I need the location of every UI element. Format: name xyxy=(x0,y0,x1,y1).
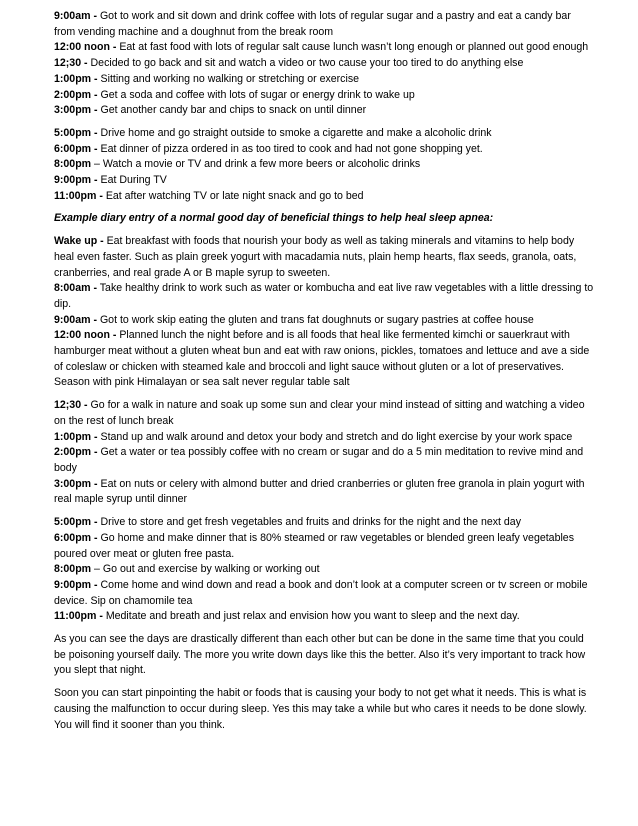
diary-entry xyxy=(54,398,594,429)
entry-time: 9:00pm - xyxy=(54,578,98,591)
entry-time: 12;30 - xyxy=(54,57,88,70)
entry-time: 1:00pm - xyxy=(54,430,98,443)
spacer xyxy=(54,625,594,632)
diary-entry xyxy=(54,142,594,158)
diary-entry xyxy=(54,281,594,312)
entry-time: 9:00pm - xyxy=(54,174,98,187)
entry-text: Get a soda and coffee with lots of sugar or energy drink to wake up xyxy=(97,88,415,101)
diary-entry xyxy=(54,126,594,142)
good-day-morning-section xyxy=(54,234,594,391)
entry-text: Eat During TV xyxy=(97,174,167,187)
document-page xyxy=(54,9,594,733)
diary-entry xyxy=(54,9,594,40)
entry-text: Got to work and sit down and drink coffee with lots of regular sugar and a pastry and eat a candy bar from vending machine and a doughnut from the break room xyxy=(54,10,571,38)
entry-time: 6:00pm - xyxy=(54,142,98,155)
entry-time: 9:00am - xyxy=(54,10,97,22)
diary-entry xyxy=(54,189,594,205)
diary-entry xyxy=(54,173,594,189)
bad-day-morning-section xyxy=(54,9,594,119)
entry-time: 6:00pm - xyxy=(54,531,98,544)
entry-time: 5:00pm - xyxy=(54,126,98,139)
entry-time: 8:00pm xyxy=(54,158,92,171)
entry-text: Meditate and breath and just relax and envision how you want to sleep and the next day. xyxy=(102,610,520,623)
entry-text: Planned lunch the night before and is all foods that heal like fermented kimchi or sauerkraut with hamburger meat without a gluten wheat bun and eat with raw onions, pickles, tomatoes and lettuce and ave a side of coleslaw or chicken with steamed kale and broccoli and light sauce without gluten or a lot of preservatives. Season with pink Himalayan or sea salt never regular table salt xyxy=(54,329,590,389)
diary-entry xyxy=(54,328,594,391)
good-day-afternoon-section xyxy=(54,398,594,508)
entry-time: Wake up - xyxy=(54,235,104,248)
entry-time: 8:00pm xyxy=(54,563,92,576)
entry-time: 5:00pm - xyxy=(54,516,98,529)
entry-time: 3:00pm - xyxy=(54,104,98,117)
entry-text: Eat on nuts or celery with almond butter and dried cranberries or gluten free granola in plain yogurt with real maple syrup until dinner xyxy=(54,477,585,506)
entry-text: – Watch a movie or TV and drink a few more beers or alcoholic drinks xyxy=(91,158,421,171)
diary-entry xyxy=(54,88,594,104)
entry-time: 12:00 noon - xyxy=(54,41,117,54)
entry-time: 11:00pm - xyxy=(54,189,103,202)
entry-text: Decided to go back and sit and watch a video or two cause your too tired to do anything else xyxy=(87,57,524,70)
entry-time: 2:00pm - xyxy=(54,446,98,459)
entry-time: 12;30 - xyxy=(54,399,88,412)
entry-text: Stand up and walk around and detox your body and stretch and do light exercise by your work space xyxy=(97,430,573,443)
diary-entry xyxy=(54,72,594,88)
entry-text: Got to work skip eating the gluten and trans fat doughnuts or sugary pastries at coffee house xyxy=(97,313,534,326)
diary-entry xyxy=(54,609,594,625)
diary-entry xyxy=(54,562,594,578)
entry-text: Get a water or tea possibly coffee with no cream or sugar and do a 5 min meditation to revive mind and body xyxy=(54,446,584,474)
entry-text: Go for a walk in nature and soak up some sun and clear your mind instead of sitting and watching a video on the rest of lunch break xyxy=(54,399,585,427)
diary-entry xyxy=(54,103,594,119)
diary-entry xyxy=(54,578,594,609)
diary-entry xyxy=(54,40,594,56)
entry-time: 9:00am - xyxy=(54,313,97,326)
entry-text: Go home and make dinner that is 80% steamed or raw vegetables or blended green leafy vegetables poured over meat or gluten free pasta. xyxy=(54,531,574,560)
diary-entry xyxy=(54,430,594,446)
diary-entry xyxy=(54,56,594,72)
diary-entry xyxy=(54,515,594,531)
good-day-heading: Example diary entry of a normal good day of beneficial things to help heal sleep apnea: xyxy=(54,212,494,225)
entry-time: 12:00 noon - xyxy=(54,329,117,342)
entry-time: 3:00pm - xyxy=(54,477,98,490)
entry-text: Eat at fast food with lots of regular salt cause lunch wasn’t long enough or planned out good enough xyxy=(116,41,589,54)
entry-text: Drive to store and get fresh vegetables and fruits and drinks for the night and the next day xyxy=(97,516,521,529)
entry-time: 2:00pm - xyxy=(54,88,98,101)
diary-entry xyxy=(54,445,594,476)
diary-entry xyxy=(54,477,594,508)
spacer xyxy=(54,391,594,398)
diary-entry xyxy=(54,531,594,562)
spacer xyxy=(54,227,594,234)
entry-text: Drive home and go straight outside to smoke a cigarette and make a alcoholic drink xyxy=(97,126,492,139)
entry-time: 1:00pm - xyxy=(54,72,98,85)
bad-day-evening-section xyxy=(54,126,594,205)
closing-paragraph: As you can see the days are drastically different than each other but can be done in the same time that you could be poisoning yourself daily. The more you write down days like this the better. Also it’s very important to track how you slept that night. xyxy=(54,633,586,677)
entry-text: Eat after watching TV or late night snack and go to bed xyxy=(102,189,364,202)
diary-entry xyxy=(54,313,594,329)
entry-time: 8:00am - xyxy=(54,282,97,295)
spacer xyxy=(54,204,594,211)
entry-text: Come home and wind down and read a book and don’t look at a computer screen or tv screen or mobile device. Sip on chamomile tea xyxy=(54,578,588,607)
entry-text: Take healthy drink to work such as water or kombucha and eat live raw vegetables with a little dressing to dip. xyxy=(54,282,594,310)
entry-time: 11:00pm - xyxy=(54,610,103,623)
entry-text: Eat breakfast with foods that nourish your body as well as taking minerals and vitamins to help body heal even faster. Such as plain greek yogurt with macadamia nuts, plain hemp hearts, flax seeds, granola, oats, cranberries, and real grade A or B maple syrup to sweeten. xyxy=(54,235,577,279)
good-day-evening-section xyxy=(54,515,594,625)
closing-paragraph: Soon you can start pinpointing the habit or foods that is causing your body to not get what it needs. This is what is causing the malfunction to occur during sleep. Yes this may take a while but who cares it needs to be done slowly. You will find it sooner than you think. xyxy=(54,687,587,731)
diary-entry xyxy=(54,157,594,173)
entry-text: Sitting and working no walking or stretching or exercise xyxy=(97,72,360,85)
spacer xyxy=(54,679,594,686)
spacer xyxy=(54,119,594,126)
entry-text: Eat dinner of pizza ordered in as too tired to cook and had not gone shopping yet. xyxy=(97,142,483,155)
diary-entry xyxy=(54,234,594,281)
entry-text: – Go out and exercise by walking or working out xyxy=(91,563,320,576)
entry-text: Get another candy bar and chips to snack on until dinner xyxy=(97,104,367,117)
spacer xyxy=(54,508,594,515)
